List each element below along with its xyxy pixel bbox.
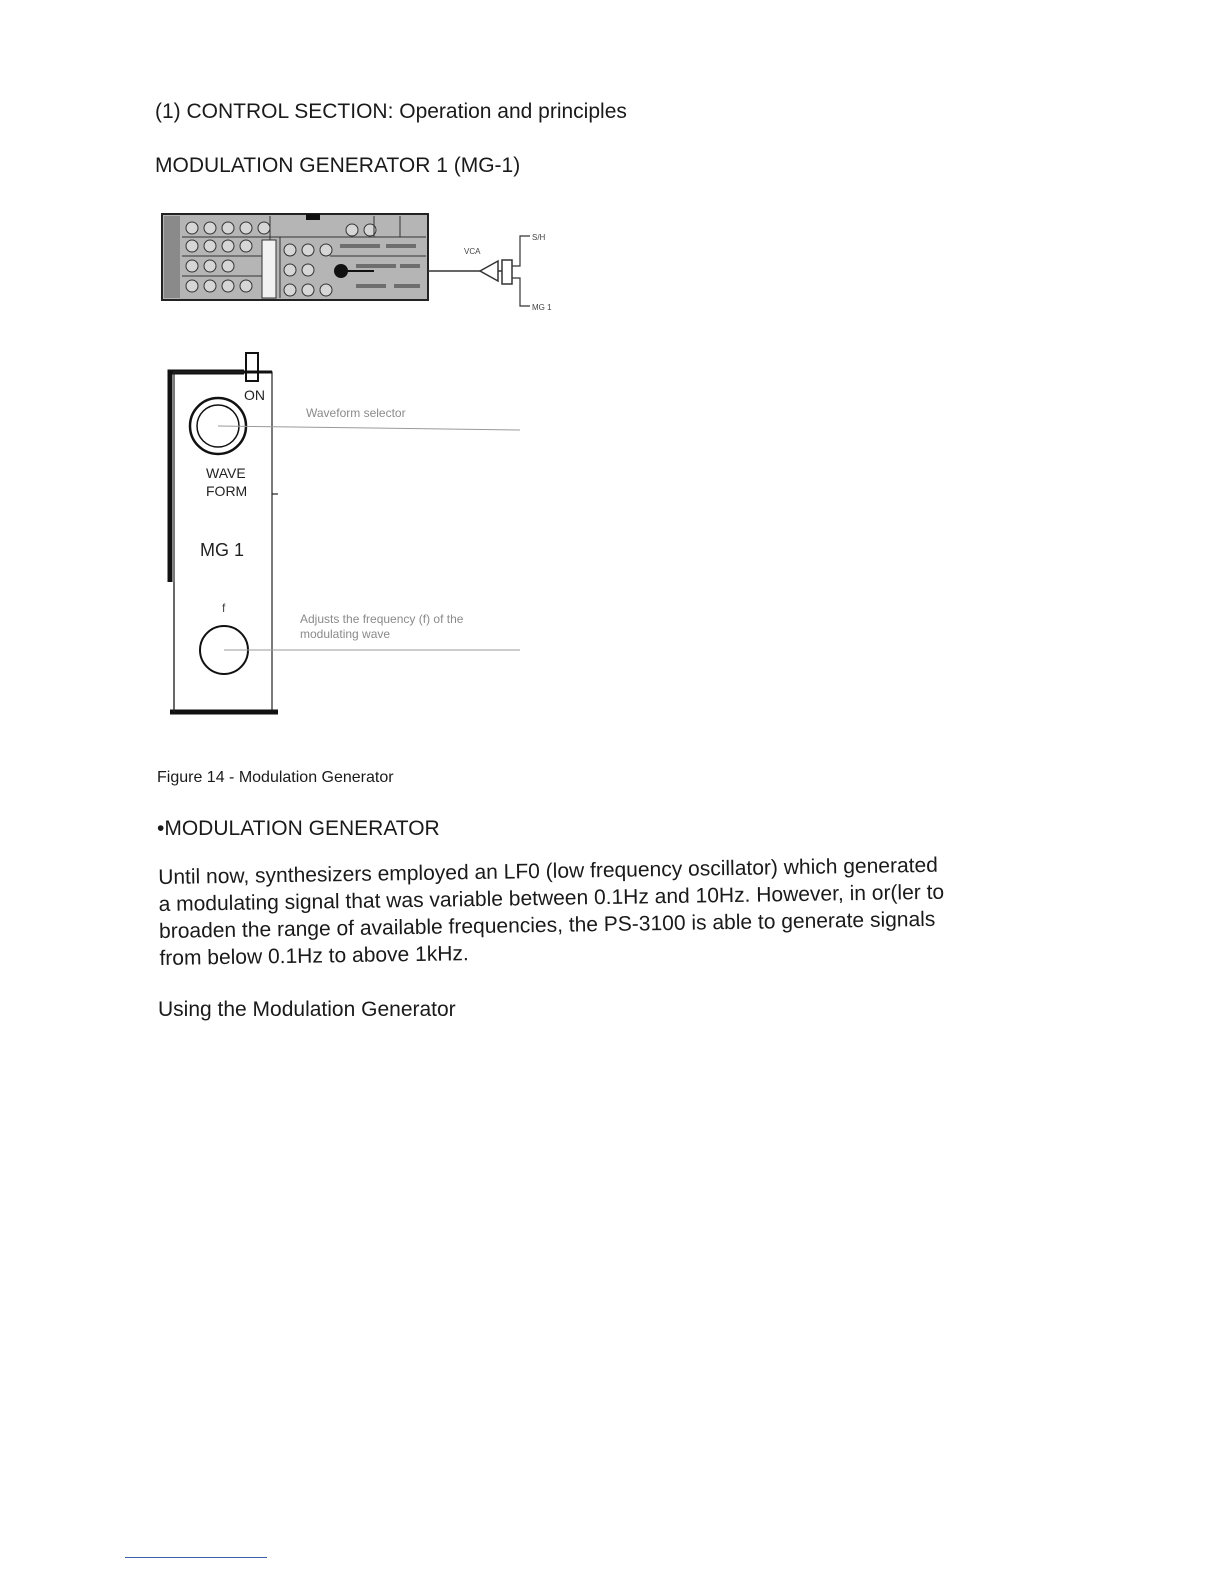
modulation-generator-diagram — [160, 210, 580, 730]
figure-caption: Figure 14 - Modulation Generator — [157, 769, 394, 786]
f-label: f — [222, 601, 226, 615]
figure-14 — [160, 210, 580, 730]
panel-overview — [162, 214, 428, 300]
frequency-annotation-line2: modulating wave — [300, 627, 391, 641]
frequency-annotation-line1: Adjusts the frequency (f) of the — [300, 612, 464, 626]
waveform-annotation: Waveform selector — [306, 406, 406, 420]
on-label: ON — [244, 387, 265, 403]
paragraph-line: from below 0.1Hz to above 1kHz. — [159, 942, 469, 970]
paragraph-line: broaden the range of available frequencies, the PS-3100 is able to generate signals — [158, 907, 936, 943]
mg1-panel — [170, 353, 520, 712]
mg1-small-label: MG 1 — [532, 303, 552, 312]
section-title: (1) CONTROL SECTION: Operation and principles — [155, 100, 627, 123]
vca-connection — [428, 233, 552, 312]
vca-label: VCA — [464, 247, 481, 256]
paragraph-line: a modulating signal that was variable between 0.1Hz and 10Hz. However, in or(ler to — [158, 880, 945, 916]
mg-label: MG 1 — [200, 540, 245, 560]
wave-label: WAVE — [206, 465, 246, 481]
body-paragraph — [158, 850, 1020, 971]
on-switch — [246, 353, 258, 381]
body-paragraph-2: Using the Modulation Generator — [158, 998, 456, 1021]
sh-label: S/H — [532, 233, 546, 242]
bullet-heading: •MODULATION GENERATOR — [157, 817, 440, 840]
footer-rule — [125, 1557, 267, 1558]
paragraph-line: Until now, synthesizers employed an LF0 (low frequency oscillator) which generated — [158, 853, 939, 889]
page-subtitle: MODULATION GENERATOR 1 (MG-1) — [155, 154, 521, 177]
form-label: FORM — [206, 483, 248, 499]
